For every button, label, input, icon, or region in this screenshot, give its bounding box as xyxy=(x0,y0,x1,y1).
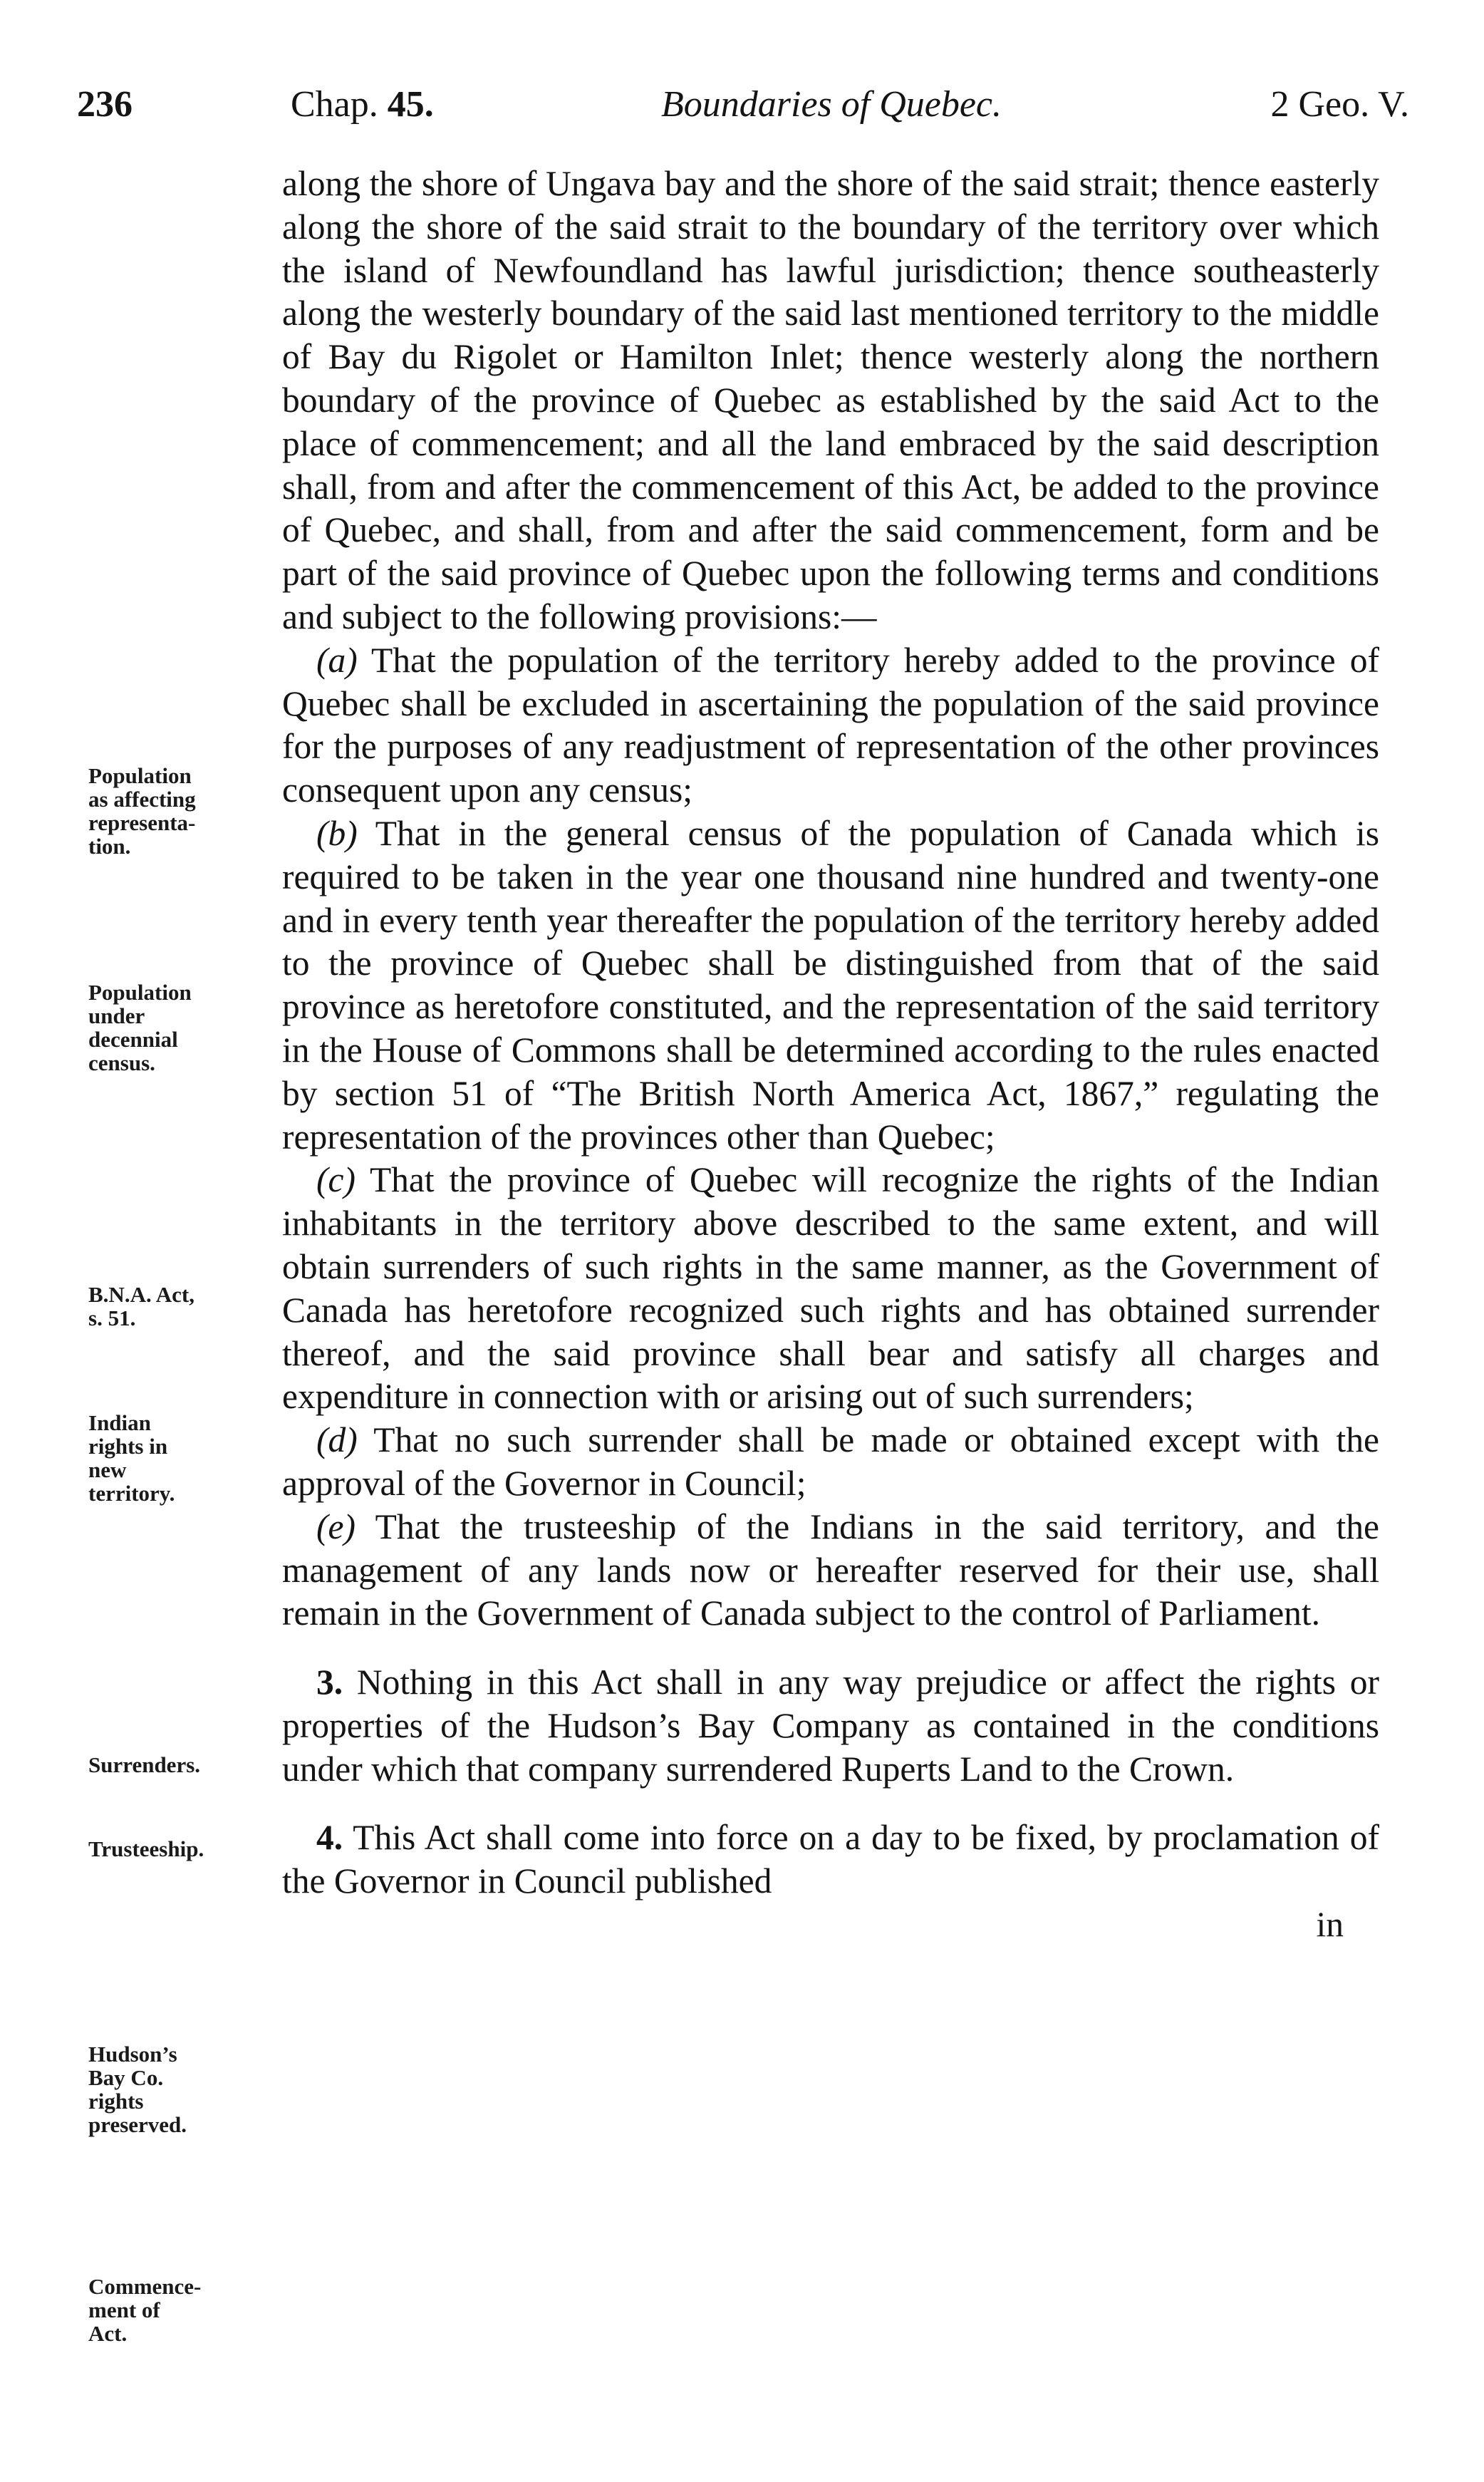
margin-note-population-representation: Population as affecting representa- tion. xyxy=(88,763,196,859)
clause-b xyxy=(282,812,1379,1159)
margin-note-indian-rights: Indian rights in new territory. xyxy=(88,1410,175,1506)
section-3 xyxy=(282,1661,1379,1791)
section-3-text: Nothing in this Act shall in any way prejudice or affect the rights or properties of the Hudson’s Bay Company as contained in the conditions under which that company surrendered Ruperts Land to the Crown. xyxy=(282,1663,1380,1789)
chapter-prefix: Chap. xyxy=(291,84,378,125)
margin-note-bna-act: B.N.A. Act, s. 51. xyxy=(88,1282,194,1330)
margin-note-trusteeship: Trusteeship. xyxy=(88,1836,204,1861)
section-4-text: This Act shall come into force on a day to be fixed, by proclamation of the Governor in Council published xyxy=(282,1818,1380,1901)
clause-a xyxy=(282,639,1379,812)
clause-b-letter: (b) xyxy=(316,813,358,853)
clause-c-letter: (c) xyxy=(316,1160,356,1200)
running-title: Boundaries of Quebec. xyxy=(661,84,1002,125)
margin-note-surrenders: Surrenders. xyxy=(88,1752,201,1777)
margin-note-population-census: Population under decennial census. xyxy=(88,980,192,1075)
margin-note-commencement: Commence- ment of Act. xyxy=(88,2274,202,2346)
section-3-number: 3. xyxy=(316,1663,343,1702)
clause-a-text: That the population of the territory hereby added to the province of Quebec shall be excluded in ascertaining the population of the said province for the purposes of any readjustment of representation of the other provinces consequent upon any census; xyxy=(282,640,1380,810)
chapter-reference xyxy=(291,80,434,130)
clause-b-text: That in the general census of the population of Canada which is required to be taken in the year one thousand nine hundred and twenty-one and in every tenth year thereafter the population of the territory hereby added to the province of Quebec shall be distinguished from that of the said province as heretofore constituted, and the representation of the said territory in the House of Commons shall be determined according to the rules enacted by section 51 of “The British North America Act, 1867,” regulating the representation of the provinces other than Quebec; xyxy=(282,813,1380,1157)
statute-body xyxy=(282,162,1379,1947)
margin-note-hudsons-bay: Hudson’s Bay Co. rights preserved. xyxy=(88,2042,187,2137)
clause-d xyxy=(282,1419,1379,1506)
clause-d-text: That no such surrender shall be made or obtained except with the approval of the Governor in Council; xyxy=(282,1420,1380,1503)
page-number: 236 xyxy=(77,84,133,125)
regnal-year: 2 Geo. V. xyxy=(1270,84,1409,125)
page-header xyxy=(77,80,1409,130)
intro-paragraph: along the shore of Ungava bay and the shore of the said strait; thence easterly along the shore of the said strait to the boundary of the territory over which the island of Newfoundland has lawful jurisdiction; thence southeasterly along the westerly boundary of the said last mentioned territory to the middle of Bay du Rigolet or Hamilton Inlet; thence westerly along the northern boundary of the province of Quebec as established by the said Act to the place of commencement; and all the land embraced by the said description shall, from and after the commencement of this Act, be added to the province of Quebec, and shall, from and after the said commencement, form and be part of the said province of Quebec upon the following terms and conditions and subject to the following provisions:— xyxy=(282,164,1379,636)
clause-c xyxy=(282,1159,1379,1419)
clause-e xyxy=(282,1506,1379,1635)
clause-e-letter: (e) xyxy=(316,1506,356,1546)
section-4-continuation: in xyxy=(1316,1905,1344,1945)
clause-e-text: That the trusteeship of the Indians in the said territory, and the management of any lands now or hereafter reserved for their use, shall remain in the Government of Canada subject to the control of Parliament. xyxy=(282,1506,1379,1633)
chapter-number: 45. xyxy=(387,84,434,125)
section-4-number: 4. xyxy=(316,1818,343,1858)
clause-c-text: That the province of Quebec will recognize the rights of the Indian inhabitants in the territory above described to the same extent, and will obtain surrenders of such rights in the same manner, as the Government of Canada has heretofore recognized such rights and has obtained surrender thereof, and the said province shall bear and satisfy all charges and expenditure in connection with or arising out of such surrenders; xyxy=(282,1160,1379,1417)
section-4 xyxy=(282,1816,1379,1946)
clause-d-letter: (d) xyxy=(316,1420,358,1460)
clause-a-letter: (a) xyxy=(316,640,358,680)
